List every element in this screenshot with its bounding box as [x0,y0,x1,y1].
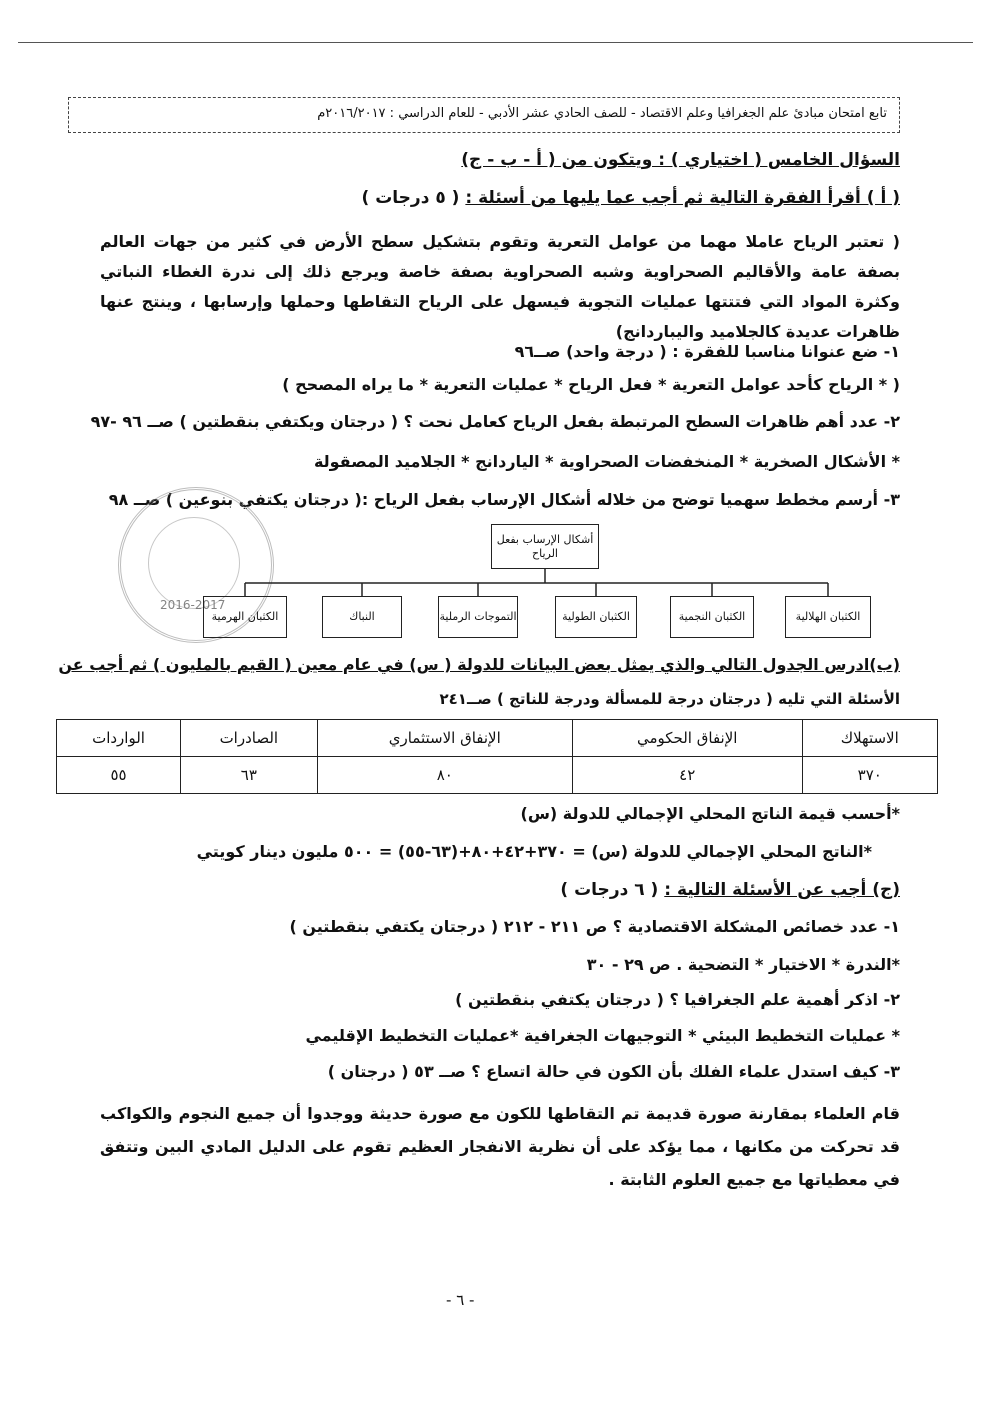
seal-stamp-year: 2016-2017 [160,598,226,612]
part-c-question-3: ٣- كيف استدل علماء الفلك بأن الكون في حالة اتساع ؟ صــ ٥٣ ( درجتان ) [327,1062,900,1081]
table-value-cell: ٣٧٠ [802,757,937,794]
diagram-child-1: الكثبان الهلالية [785,596,871,638]
part-a-answer-2: * الأشكال الصخرية * المنخفضات الصحراوية * الياردانج * الجلاميد المصقولة [313,452,900,471]
table-header-cell: الواردات [57,720,181,757]
table-header-cell: الاستهلاك [802,720,937,757]
diagram-root-box: أشكال الإرساب بفعل الرياح [491,524,599,569]
table-value-cell: ٦٣ [181,757,318,794]
part-a-answer-1: ( * الرياح كأحد عوامل التعرية * فعل الرياح * عمليات التعرية * ما يراه المصحح ) [282,375,900,394]
top-rule [18,42,973,43]
part-b-question: *أحسب قيمة الناتج المحلي الإجمالي للدولة (س) [520,804,900,823]
table-value-cell: ٨٠ [317,757,572,794]
question-5-title [461,150,900,170]
table-header-cell: الإنفاق الحكومي [572,720,802,757]
page-number: - ٦ - [446,1291,475,1309]
table-value-cell: ٤٢ [572,757,802,794]
diagram-child-4: التموجات الرملية [438,596,518,638]
gdp-table [56,719,938,794]
table-header-row [57,720,938,757]
part-a-marks: ( ٥ درجات ) [361,188,460,208]
part-b-line-1: (ب)ادرس الجدول التالي والذي يمثل بعض البيانات للدولة ( س) في عام معين ( القيم بالمليون ) ثم أجب عن [58,655,900,674]
part-a-question-1: ١- ضع عنوانا مناسبا للفقرة : ( درجة واحد) صــ٩٦ [514,342,900,361]
table-value-row [57,757,938,794]
part-c-title-row [560,880,900,900]
part-c-answer-3: قام العلماء بمقارنة صورة قديمة تم التقاطها للكون مع صورة حديثة ووجدوا أن جميع النجوم والكواكب قد تحركت من مكانها ، مما يؤكد على أن نظرية الانفجار العظيم تقوم على الدليل المادي البين وتتفق في معطياتها مع جميع العلوم الثابتة . [100,1104,900,1189]
part-c-question-2: ٢- اذكر أهمية علم الجغرافيا ؟ ( درجتان يكتفي بنقطتين ) [455,990,900,1009]
table-header-cell: الصادرات [181,720,318,757]
part-a-title-row [362,188,900,208]
diagram-child-2: الكثبان النجمية [670,596,754,638]
part-a-question-3: ٣- أرسم مخطط سهميا توضح من خلاله أشكال الإرساب بفعل الرياح :( درجتان يكتفي بنوعين ) صــ ٩٨ [108,490,900,509]
part-a-question-2: ٢- عدد أهم ظاهرات السطح المرتبطة بفعل الرياح كعامل نحت ؟ ( درجتان ويكتفي بنقطتين ) صــ ٩٦ -٩٧ [90,412,900,431]
part-c-title: (ج) أجب عن الأسئلة التالية : [664,880,900,900]
diagram-child-5: النباك [322,596,402,638]
part-c-answer-1: *الندرة * الاختيار * التضحية . ص ٢٩ - ٣٠ [586,955,900,974]
question-5-title-text: السؤال الخامس ( اختياري ) : ويتكون من ( أ - ب - ج) [461,150,900,170]
part-c-question-1: ١- عدد خصائص المشكلة الاقتصادية ؟ ص ٢١١ - ٢١٢ ( درجتان يكتفي بنقطتين ) [289,917,900,936]
table-header-cell: الإنفاق الاستثماري [317,720,572,757]
part-b-answer: *الناتج المحلي الإجمالي للدولة (س) = ٣٧٠+٤٢+٨٠+(٦٣-٥٥) = ٥٠٠ مليون دينار كويتي [196,842,872,861]
part-a-paragraph: ( تعتبر الرياح عاملا مهما من عوامل التعرية وتقوم بتشكيل سطح الأرض في كثير من جهات العالم بصفة عامة والأقاليم الصحراوية وشبه الصحراوية بصفة خاصة ويرجع ذلك إلى ندرة الغطاء النباتي وكثرة المواد التي فتتتها عمليات التجوية فيسهل على الرياح التقاطها وحملها وإرسابها ، وينتج عنها ظاهرات عديدة كالجلاميد واليباردانج) [100,232,900,341]
part-c-marks: ( ٦ درجات ) [560,880,659,900]
part-c-answer-2: * عمليات التخطيط البيئي * التوجيهات الجغرافية *عمليات التخطيط الإقليمي [305,1026,900,1045]
part-a-title: ( أ ) أقرأ الفقرة التالية ثم أجب عما يليها من أسئلة : [465,188,900,208]
diagram-child-3: الكثبان الطولية [555,596,637,638]
diagram-child-6: الكثبان الهرمية [203,596,287,638]
table-value-cell: ٥٥ [57,757,181,794]
part-b-line-2: الأسئلة التي تليه ( درجتان درجة للمسألة ودرجة للناتج ) صــ٢٤١ [439,690,900,708]
exam-header: تابع امتحان مبادئ علم الجغرافيا وعلم الاقتصاد - للصف الحادي عشر الأدبي - للعام الدراسي : ٢٠١٦/٢٠١٧م [68,97,900,133]
